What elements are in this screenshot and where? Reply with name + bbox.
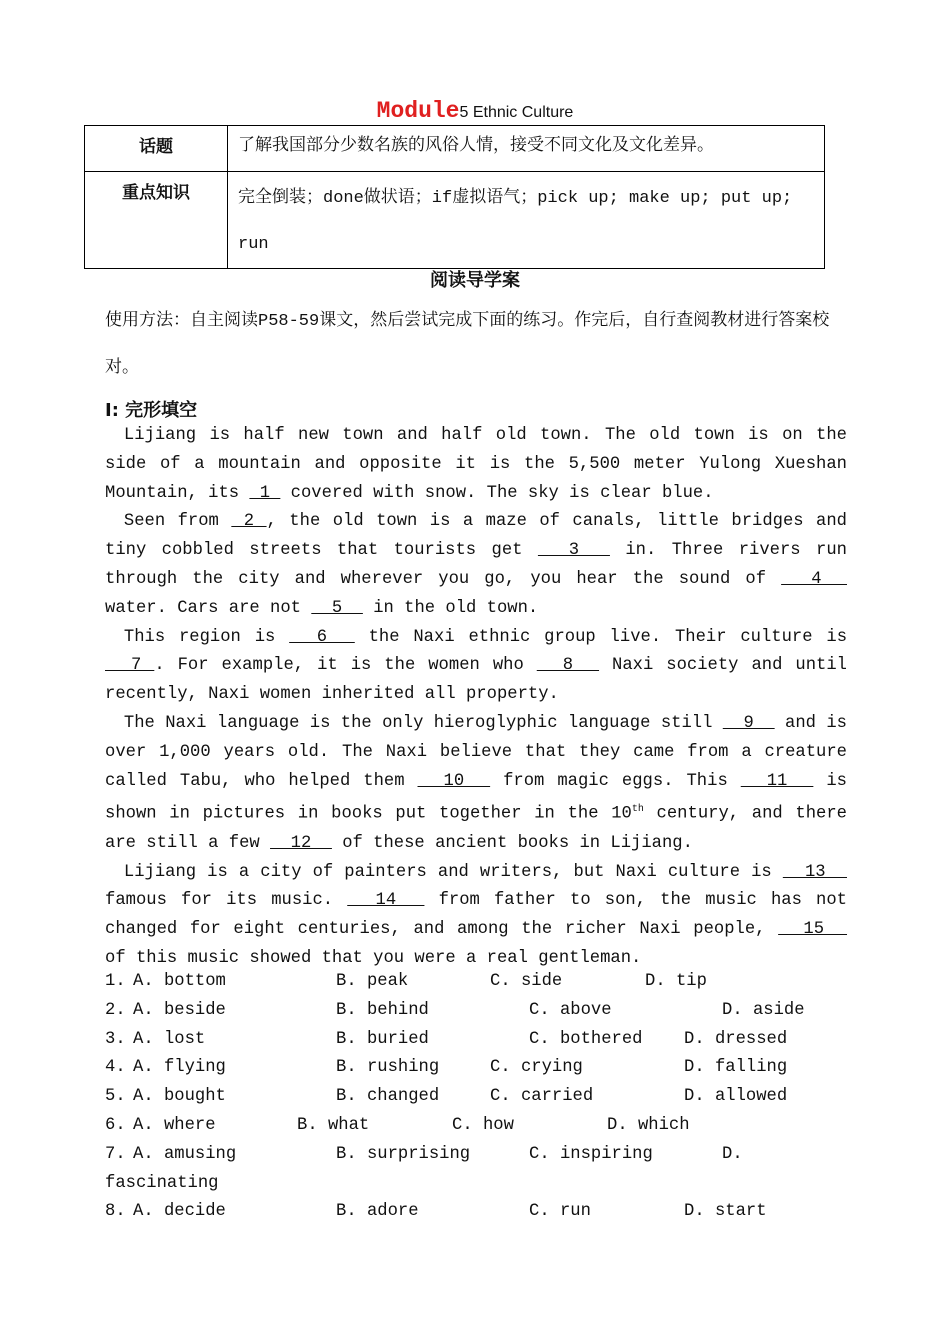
option-d: D. tip (645, 972, 707, 991)
key-knowledge-row (85, 172, 825, 269)
option-number: 2. (105, 1000, 126, 1020)
section-title: 阅读导学案 (430, 270, 520, 291)
option-d: D. aside (722, 1000, 805, 1020)
option-a: A. bought (133, 1087, 226, 1107)
cloze-blank: 15 (778, 920, 848, 940)
option-row (105, 1112, 865, 1141)
option-number: 1. (105, 972, 126, 991)
cloze-blank: 4 (781, 569, 847, 589)
cloze-blank: 12 (270, 833, 332, 853)
passage-paragraph: Lijiang is a city of painters and writers, but Naxi culture is 13 famous for its music. 14 from father to son, the music has not changed for eight centuries, and among the richer Naxi people, 15 of this music showed that you were a real gentleman. (105, 862, 848, 969)
option-b: B. what (297, 1115, 370, 1135)
module-subtitle: 5 Ethnic Culture (459, 104, 574, 121)
option-b: B. behind (336, 1000, 429, 1020)
cloze-blank: 8 (536, 656, 600, 676)
part1-heading: Ⅰ: 完形填空 (105, 400, 198, 421)
topic-value: 了解我国部分少数名族的风俗人情，接受不同文化及文化差异。 (228, 126, 825, 172)
option-row (105, 1083, 865, 1112)
cloze-blank: 9 (722, 713, 775, 733)
module-title (0, 98, 950, 126)
option-a: A. beside (133, 1000, 226, 1020)
module-word: Module (376, 98, 460, 124)
option-c: C. crying (490, 1058, 583, 1078)
option-b: B. buried (336, 1029, 429, 1049)
option-number: 4. (105, 1058, 126, 1078)
option-a: A. lost (133, 1029, 206, 1049)
ordinal-suffix: th (631, 804, 644, 816)
answer-options (105, 968, 865, 1227)
option-c: C. run (529, 1202, 591, 1222)
option-number: 6. (105, 1115, 126, 1135)
cloze-blank: 7 (105, 656, 155, 676)
option-d: D. which (607, 1115, 690, 1135)
key-knowledge-label: 重点知识 (85, 172, 228, 269)
option-a: A. bottom (133, 972, 226, 991)
option-c: C. how (452, 1115, 514, 1135)
cloze-passage (105, 422, 847, 974)
topic-label: 话题 (85, 126, 228, 172)
option-a: A. amusing (133, 1144, 237, 1164)
option-c: C. carried (490, 1087, 594, 1107)
topic-row (85, 126, 825, 172)
option-c: C. bothered (529, 1029, 643, 1049)
option-c: C. inspiring (529, 1144, 653, 1164)
option-c: C. above (529, 1000, 612, 1020)
option-row (105, 1054, 865, 1083)
option-d-continued: fascinating (105, 1173, 219, 1193)
option-a: A. decide (133, 1202, 226, 1222)
option-b: B. rushing (336, 1058, 440, 1078)
cloze-blank: 10 (417, 771, 491, 791)
option-row (105, 1141, 865, 1170)
option-a: A. where (133, 1115, 216, 1135)
cloze-blank: 5 (311, 598, 363, 618)
passage-paragraph: This region is 6 the Naxi ethnic group live. Their culture is 7 . For example, it is the women who 8 Naxi society and until recently, Naxi women inherited all property. (105, 627, 848, 705)
passage-paragraph: Seen from 2 , the old town is a maze of canals, little bridges and tiny cobbled streets that tourists get 3 in. Three rivers run through the city and wherever you go, you hear the sound of 4 water. Cars are not 5 in the old town. (105, 512, 847, 618)
key-knowledge-value: 完全倒装；done做状语；if虚拟语气；pick up; make up; put up; run (228, 172, 825, 269)
option-b: B. changed (336, 1087, 440, 1107)
option-a: A. flying (133, 1058, 226, 1078)
option-b: B. adore (336, 1202, 419, 1222)
option-row (105, 1026, 865, 1055)
cloze-blank: 14 (347, 891, 425, 911)
passage-paragraph: The Naxi language is the only hieroglyphic language still 9 and is over 1,000 years old. The Naxi believe that they came from a creature called Tabu, who helped them 10 from magic eggs. This 11 is shown in pictures in books put together in the 10th century, and there are still a few 12 of these ancient books in Lijiang. (105, 713, 847, 853)
option-number: 7. (105, 1144, 126, 1164)
option-b: B. peak (336, 972, 409, 991)
option-row (105, 968, 865, 997)
option-b: B. surprising (336, 1144, 471, 1164)
option-d: D. dressed (684, 1029, 788, 1049)
option-number: 3. (105, 1029, 126, 1049)
option-d: D. falling (684, 1058, 788, 1078)
option-number: 8. (105, 1202, 126, 1222)
option-d: D. start (684, 1202, 767, 1222)
cloze-blank: 3 (537, 541, 610, 561)
cloze-blank: 2 (231, 512, 267, 532)
option-d: D. (722, 1144, 743, 1164)
option-c: C. side (490, 972, 563, 991)
cloze-blank: 6 (289, 627, 355, 647)
option-d: D. allowed (684, 1087, 788, 1107)
option-row (105, 997, 865, 1026)
option-wrap-line (105, 1170, 865, 1199)
usage-instructions: 使用方法：自主阅读P58-59课文，然后尝试完成下面的练习。作完后，自行查阅教材进行答案校对。 (105, 312, 830, 378)
info-table (84, 125, 825, 269)
option-number: 5. (105, 1087, 126, 1107)
cloze-blank: 13 (782, 862, 847, 882)
option-row (105, 1198, 865, 1227)
cloze-blank: 11 (740, 771, 814, 791)
passage-paragraph: Lijiang is half new town and half old town. The old town is on the side of a mountain and opposite it is the 5,500 meter Yulong Xueshan Mountain, its 1 covered with snow. The sky is clear blue. (105, 426, 847, 503)
cloze-blank: 1 (249, 483, 281, 503)
